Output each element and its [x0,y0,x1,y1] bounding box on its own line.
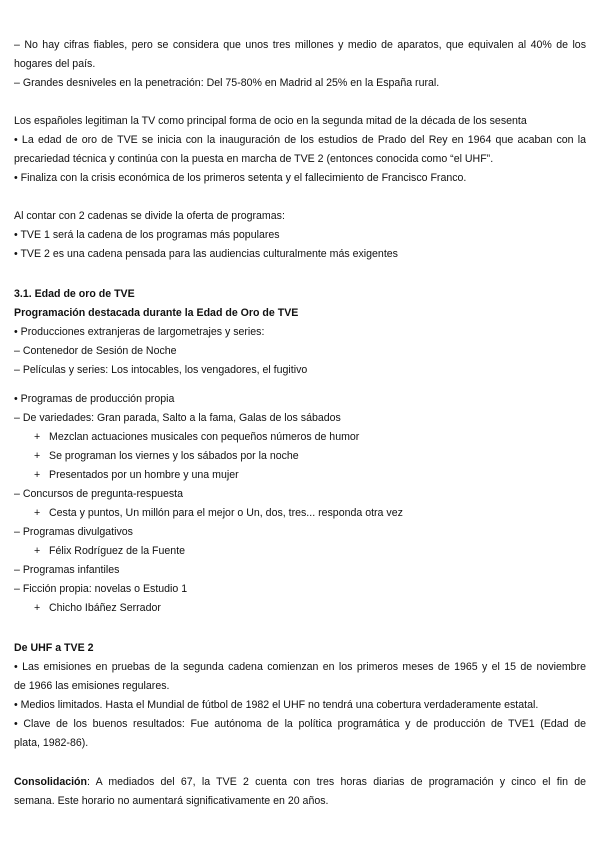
sub-list-item: + Mezclan actuaciones musicales con pequeños números de humor [34,431,360,443]
sub-list-item: + Félix Rodríguez de la Fuente [34,545,186,557]
section-heading: 3.1. Edad de oro de TVE [14,288,135,300]
sub-list-item: + Chicho Ibáñez Serrador [34,602,161,614]
paragraph-line: • La edad de oro de TVE se inicia con la inauguración de los estudios de Prado del Rey en 1964 que acaban con la [14,134,586,146]
paragraph-line: precariedad técnica y continúa con la puesta en marcha de TVE 2 (entonces conocida como “el UHF”. [14,153,494,165]
plus-bullet-icon: + [34,469,41,481]
list-item: – Programas divulgativos [14,526,133,538]
plus-bullet-icon: + [34,545,41,557]
paragraph-line: – Grandes desniveles en la penetración: Del 75-80% en Madrid al 25% en la España rural. [14,77,440,89]
paragraph-line: • Finaliza con la crisis económica de los primeros setenta y el fallecimiento de Francisco Franco. [14,172,467,184]
sub-list-item: + Cesta y puntos, Un millón para el mejor o Un, dos, tres... responda otra vez [34,507,403,519]
list-item: – Ficción propia: novelas o Estudio 1 [14,583,188,595]
paragraph-line: • TVE 1 será la cadena de los programas más populares [14,229,280,241]
list-item: – Contenedor de Sesión de Noche [14,345,177,357]
list-item: – De variedades: Gran parada, Salto a la fama, Galas de los sábados [14,412,341,424]
list-item: – Programas infantiles [14,564,120,576]
sub-list-item: + Presentados por un hombre y una mujer [34,469,239,481]
list-item: – Películas y series: Los intocables, los vengadores, el fugitivo [14,364,308,376]
plus-bullet-icon: + [34,450,41,462]
paragraph-line: Al contar con 2 cadenas se divide la oferta de programas: [14,210,285,222]
paragraph-line: • TVE 2 es una cadena pensada para las audiencias culturalmente más exigentes [14,248,398,260]
paragraph-line: hogares del país. [14,58,96,70]
paragraph-line: de 1966 las emisiones regulares. [14,680,170,692]
paragraph-line: plata, 1982-86). [14,737,89,749]
paragraph-line: • Clave de los buenos resultados: Fue autónoma de la política programática y de producción de TVE1 (Edad de [14,718,586,730]
section-heading: De UHF a TVE 2 [14,642,94,654]
list-item: • Producciones extranjeras de largometrajes y series: [14,326,265,338]
paragraph-line: semana. Este horario no aumentará significativamente en 20 años. [14,795,329,807]
paragraph-line: – No hay cifras fiables, pero se considera que unos tres millones y medio de aparatos, que equivalen al 40% de los [14,39,586,51]
term-bold: Consolidación [14,776,87,788]
list-item: • Programas de producción propia [14,393,175,405]
paragraph-line: • Medios limitados. Hasta el Mundial de fútbol de 1982 el UHF no tendrá una cobertura verdaderamente estatal. [14,699,539,711]
paragraph-line: • Las emisiones en pruebas de la segunda cadena comienzan en los primeros meses de 1965 y el 15 de noviembre [14,661,586,673]
section-subheading: Programación destacada durante la Edad de Oro de TVE [14,307,299,319]
plus-bullet-icon: + [34,431,41,443]
paragraph-line: Consolidación: A mediados del 67, la TVE 2 cuenta con tres horas diarias de programación y cinco el fin de [14,776,586,788]
sub-list-item: + Se programan los viernes y los sábados por la noche [34,450,299,462]
paragraph-line: Los españoles legitiman la TV como principal forma de ocio en la segunda mitad de la década de los sesenta [14,115,527,127]
list-item: – Concursos de pregunta-respuesta [14,488,184,500]
plus-bullet-icon: + [34,507,41,519]
plus-bullet-icon: + [34,602,41,614]
